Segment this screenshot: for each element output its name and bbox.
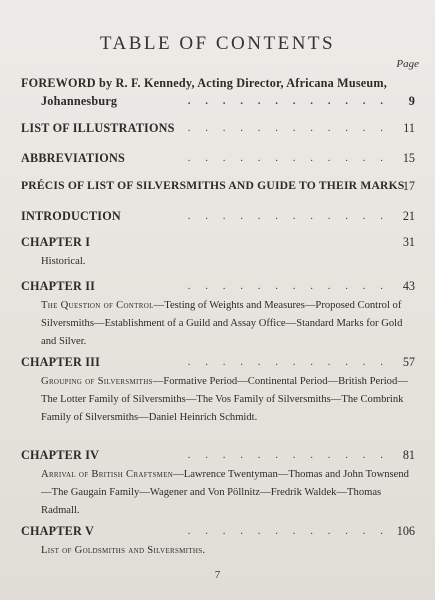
- entry-heading: FOREWORD by R. F. Kennedy, Acting Director, Africana Museum,: [21, 76, 387, 90]
- chapter-summary: Arrival of British Craftsmen—Lawrence Twentyman—Thomas and John Townsend—The Gaugain Family—Wagener and Von Pöllnitz—Fredrik Waldek—Thomas Radmall.: [41, 469, 409, 516]
- entry-heading: INTRODUCTION: [21, 209, 121, 223]
- toc-entry-chapter-5[interactable]: [21, 522, 415, 560]
- entry-heading: ABBREVIATIONS: [21, 151, 125, 165]
- toc-entry-illustrations[interactable]: [21, 119, 415, 137]
- page-number: 15: [402, 151, 415, 165]
- entry-heading: LIST OF ILLUSTRATIONS: [21, 121, 175, 135]
- dot-leader: . . . . . . . . . . . .: [187, 152, 389, 164]
- toc-entry-precis[interactable]: [21, 177, 415, 195]
- page-number: 57: [402, 355, 415, 369]
- dot-leader: . . . . . . . . . . . .: [187, 356, 389, 368]
- entry-heading: CHAPTER V: [21, 524, 95, 538]
- dot-leader: . . . . . . . . . . . .: [187, 95, 389, 107]
- toc-entry-chapter-2[interactable]: [21, 277, 415, 351]
- entry-heading: PRÉCIS OF LIST OF SILVERSMITHS AND GUIDE TO THEIR MARKS: [21, 179, 405, 192]
- dot-leader: . . . . . . . . . . . .: [187, 210, 389, 222]
- entry-heading: CHAPTER I: [21, 235, 91, 249]
- dot-leader: . . . . . . . . . . . .: [187, 122, 389, 134]
- toc-entry-chapter-3[interactable]: [21, 353, 415, 427]
- page-title: TABLE OF CONTENTS: [99, 33, 336, 54]
- dot-leader: . . . . . . . . . . . .: [187, 449, 389, 461]
- toc-entry-abbreviations[interactable]: [21, 149, 415, 167]
- toc-entry-chapter-1[interactable]: [21, 233, 415, 271]
- page-column-label: Page: [396, 58, 419, 70]
- page-number: 81: [402, 448, 415, 462]
- dot-leader: . . . . . . . . . . . .: [187, 525, 389, 537]
- entry-heading-continuation: Johannesburg: [41, 94, 118, 108]
- page-number: 11: [403, 121, 415, 135]
- chapter-summary: Grouping of Silversmiths—Formative Period—Continental Period—British Period—The Lotter Family of Silversmiths—The Vos Family of Silversmiths—The Combrink Family of Silversmiths—Daniel Heinrich Schmidt.: [41, 376, 408, 423]
- page-number: 106: [396, 524, 415, 538]
- dot-leader: . . . . . . . . . . . .: [187, 280, 389, 292]
- page-number: 21: [402, 209, 415, 223]
- entry-heading: CHAPTER II: [21, 279, 96, 293]
- page-number: 43: [402, 279, 415, 293]
- page-folio: 7: [214, 569, 221, 581]
- chapter-summary: Historical.: [41, 256, 86, 267]
- chapter-summary: The Question of Control—Testing of Weights and Measures—Proposed Control of Silversmiths—Establishment of a Guild and Assay Office—Standard Marks for Gold and Silver.: [41, 300, 403, 347]
- toc-entry-foreword[interactable]: [21, 74, 415, 110]
- page-number: 31: [402, 235, 415, 249]
- entry-heading: CHAPTER III: [21, 355, 101, 369]
- page-number: 17: [402, 179, 415, 193]
- toc-entry-chapter-4[interactable]: [21, 446, 415, 520]
- toc-entry-introduction[interactable]: [21, 207, 415, 225]
- entry-heading: CHAPTER IV: [21, 448, 100, 462]
- page-number: 9: [408, 94, 415, 108]
- chapter-summary: List of Goldsmiths and Silversmiths.: [41, 545, 206, 556]
